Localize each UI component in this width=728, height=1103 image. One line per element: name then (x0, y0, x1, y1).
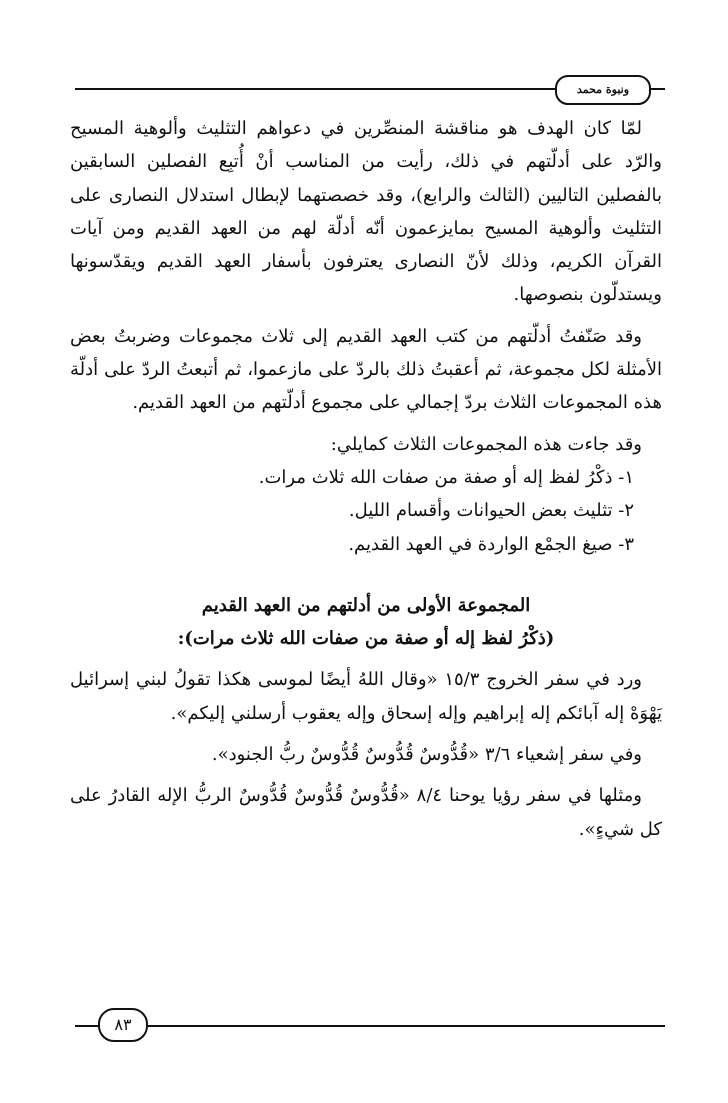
intro-paragraph: لمّا كان الهدف هو مناقشة المنصِّرين في دعواهم التثليث وألوهية المسيح والرّد على أدلّتهم في ذلك، رأيت من المناسب أنْ أُتبِع الفصلين السابقين بالفصلين التاليين (الثالث والرابع)، وقد خصصتهما لإبطال استدلال النصارى على التثليث وألوهية المسيح بمايزعمون أنّه أدلّة لهم من العهد القديم ومن آيات القرآن الكريم، وذلك لأنّ النصارى يعترفون بأسفار العهد القديم ويقدّسونها ويستدلّون بنصوصها. (70, 118, 662, 306)
list-item-3: ٣- صيغ الجمْع الواردة في العهد القديم. (348, 533, 634, 555)
page-number: ٨٣ (98, 1008, 148, 1042)
citation-revelation: ومثلها في سفر رؤيا يوحنا ٨/٤ «قُدُّوسٌ قُدُّوسٌ قُدُّوسٌ الربُّ الإله القادرُ على كل شيءٍ». (70, 785, 662, 840)
citation-isaiah: وفي سفر إشعياء ٣/٦ «قُدُّوسٌ قُدُّوسٌ قُدُّوسٌ ربُّ الجنود». (211, 744, 642, 766)
list-item-2: ٢- تثليث بعض الحيوانات وأقسام الليل. (348, 500, 634, 522)
groups-intro-paragraph: وقد جاءت هذه المجموعات الثلاث كمايلي: (330, 433, 642, 455)
running-header: ونبوة محمد (555, 75, 651, 105)
list-item-1: ١- ذكْرُ لفظ إله أو صفة من صفات الله ثلاث مرات. (258, 466, 634, 488)
page-body (70, 112, 662, 846)
method-paragraph: وقد صَنّفتُ أدلّتهم من كتب العهد القديم إلى ثلاث مجموعات وضربتُ بعض الأمثلة لكل مجموعة، ثم أعقبتُ ذلك بالردّ على مازعموا، ثم أتبعتُ الردّ على أدلّة هذه المجموعات الثلاث بردّ إجمالي على مجموع أدلّتهم من العهد القديم. (70, 325, 662, 414)
citation-exodus: ورد في سفر الخروج ١٥/٣ «وقال اللهُ أيضًا لموسى هكذا تقولُ لبني إسرائيل يَهْوَهْ إله آبائكم إله إبراهيم وإله إسحاق وإله يعقوب أرسلني إليكم». (70, 669, 662, 724)
section-title: المجموعة الأولى من أدلتهم من العهد القديم (201, 594, 531, 616)
footer-rule (75, 1025, 665, 1027)
section-subtitle: (ذكْرُ لفظ إله أو صفة من صفات الله ثلاث مرات): (177, 628, 555, 650)
